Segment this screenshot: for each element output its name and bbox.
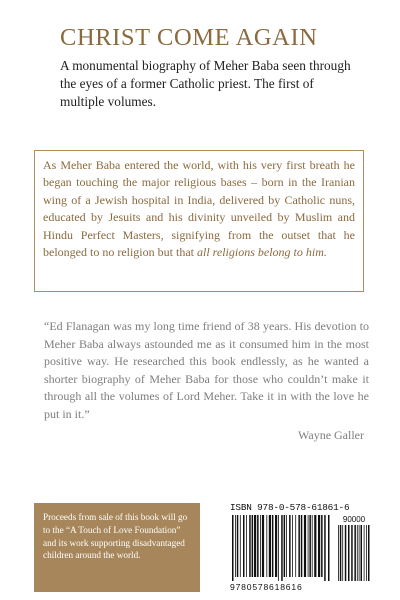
barcode-bar xyxy=(278,515,279,581)
addon-bar xyxy=(366,525,367,581)
barcode-bar xyxy=(314,515,316,577)
barcode-bar xyxy=(308,515,309,577)
price-code: 90000 xyxy=(342,515,366,524)
barcode-bar xyxy=(237,515,239,577)
barcode-bar xyxy=(272,515,274,577)
description-text: As Meher Baba entered the world, with his very first breath he began touching the major religious bases – born in the Iranian wing of a Jewish hospital in India, delivered by Catholic nuns, educated by Jesuits and his divinity unveiled by Muslim and Hindu Perfect Masters, signifying from the outset that he belonged to no religion but that xyxy=(43,158,355,260)
addon-bar xyxy=(357,525,358,581)
barcode-bar xyxy=(275,515,277,577)
barcode-bar xyxy=(240,515,241,577)
barcode-bar xyxy=(254,515,256,577)
barcode-bar xyxy=(289,515,291,577)
barcode-bar xyxy=(260,515,261,577)
addon-bar xyxy=(354,525,356,581)
addon-bar xyxy=(348,525,350,581)
barcode-bar xyxy=(321,515,323,577)
barcode-block xyxy=(230,502,374,594)
addon-bar xyxy=(361,525,363,581)
barcode-bar xyxy=(318,515,320,577)
barcode-bar xyxy=(246,515,247,577)
barcode-bar xyxy=(232,515,234,581)
endorsement-quote: “Ed Flanagan was my long time friend of 38 years. His devotion to Meher Baba always astounded me as it consumed him in the most positive way. He researched this book endlessly, as he wanted a shorter biography of Meher Baba for those who couldn’t make it through all the volumes of Lord Meher. Take it in with the love he put in it.” xyxy=(44,319,369,421)
addon-bar xyxy=(364,525,365,581)
barcode-bar xyxy=(284,515,286,577)
barcode-bar xyxy=(252,515,254,577)
description-box xyxy=(34,150,364,292)
barcode-bar xyxy=(309,515,311,577)
subtitle: A monumental biography of Meher Baba seen through the eyes of a former Catholic priest. The first of multiple volumes. xyxy=(60,58,351,109)
barcode-bar xyxy=(262,515,264,577)
barcode-bar xyxy=(243,515,245,577)
addon-bar xyxy=(368,525,370,581)
ean-digits: 9780578618616 xyxy=(230,582,303,592)
barcode-bar xyxy=(249,515,251,577)
barcode-bar xyxy=(295,515,296,577)
addon-bar xyxy=(345,525,347,581)
barcode-bar xyxy=(328,515,330,581)
addon-bars xyxy=(338,525,370,581)
barcode-bar xyxy=(304,515,306,577)
barcode-bar xyxy=(292,515,293,577)
barcode-bar xyxy=(235,515,236,577)
barcode-graphic xyxy=(232,515,372,581)
addon-bar xyxy=(351,525,353,581)
page-title: CHRIST COME AGAIN xyxy=(60,24,318,51)
addon-bar xyxy=(342,525,343,581)
addon-bar xyxy=(338,525,339,581)
barcode-bar xyxy=(301,515,303,577)
ean-bars xyxy=(232,515,330,581)
barcode-bar xyxy=(298,515,300,577)
quote-attribution: Wayne Galler xyxy=(298,428,364,442)
barcode-bar xyxy=(269,515,271,577)
isbn-label: ISBN 978-0-578-61861-6 xyxy=(230,502,350,513)
addon-bar xyxy=(340,525,342,581)
barcode-bar xyxy=(266,515,267,577)
barcode-bar xyxy=(312,515,313,577)
barcode-bar xyxy=(257,515,259,577)
proceeds-note: Proceeds from sale of this book will go to the “A Touch of Love Foundation” and its work supporting disadvantaged children around the world. xyxy=(34,503,200,592)
description-emphasis: all religions belong to him. xyxy=(196,245,327,260)
barcode-bar xyxy=(286,515,287,577)
barcode-bar xyxy=(324,515,326,581)
barcode-bar xyxy=(281,515,283,581)
addon-bar xyxy=(359,525,360,581)
